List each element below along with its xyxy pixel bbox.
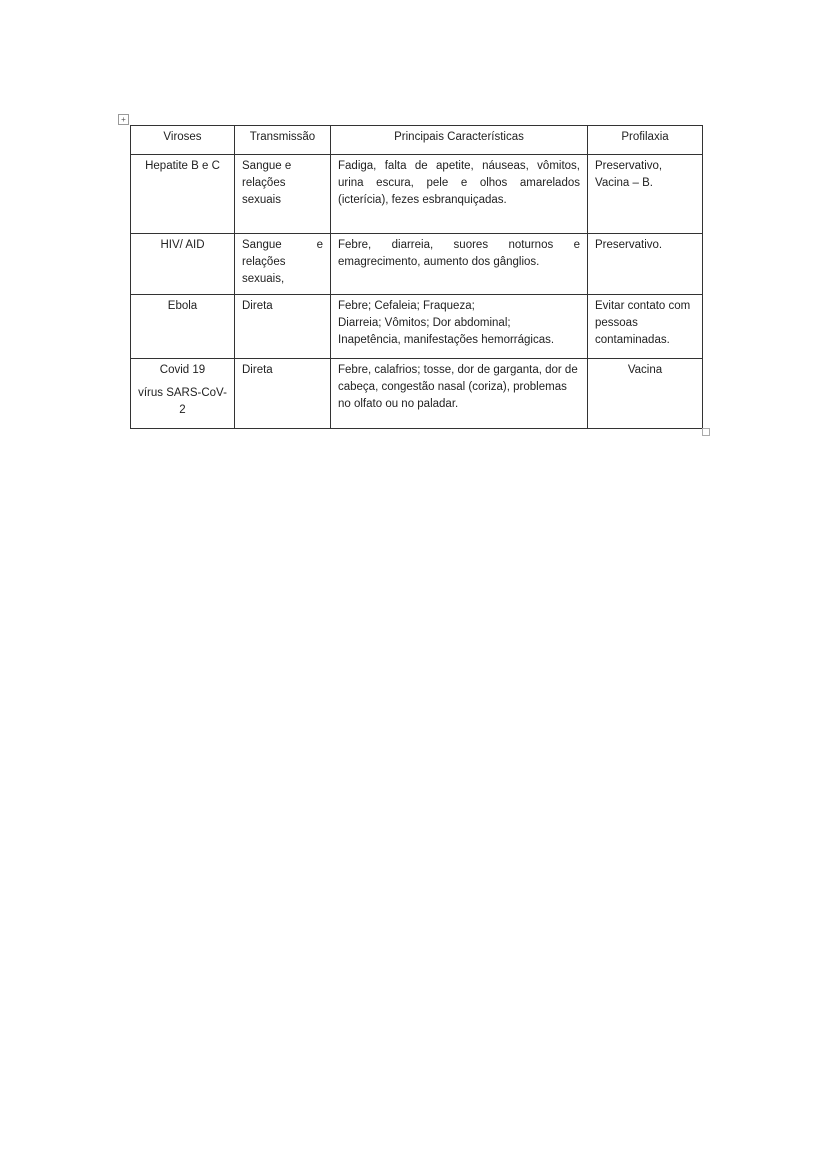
- cell-virus: Ebola: [131, 295, 235, 359]
- header-transmissao: Transmissão: [235, 126, 331, 155]
- cell-transmission: Direta: [235, 295, 331, 359]
- cell-characteristics: [331, 295, 588, 359]
- cell-transmission: Direta: [235, 359, 331, 429]
- table-resize-handle[interactable]: [702, 428, 710, 436]
- cell-prophylaxis: Preservativo.: [588, 234, 703, 295]
- characteristics-line: Diarreia; Vômitos; Dor abdominal;: [338, 317, 511, 329]
- cell-prophylaxis: Vacina: [588, 359, 703, 429]
- cell-prophylaxis: Preservativo, Vacina – B.: [588, 155, 703, 234]
- table-move-handle-icon[interactable]: +: [118, 114, 129, 125]
- cell-characteristics: Febre, calafrios; tosse, dor de garganta, dor de cabeça, congestão nasal (coriza), problemas no olfato ou no paladar.: [331, 359, 588, 429]
- characteristics-line: Inapetência, manifestações hemorrágicas.: [338, 334, 555, 346]
- virus-subname: vírus SARS-CoV-2: [138, 387, 227, 416]
- cell-virus: Hepatite B e C: [131, 155, 235, 234]
- cell-characteristics: Fadiga, falta de apetite, náuseas, vômitos, urina escura, pele e olhos amarelados (icterícia), fezes esbranquiçadas.: [331, 155, 588, 234]
- cell-virus: HIV/ AID: [131, 234, 235, 295]
- cell-transmission: Sangue e relações sexuais,: [235, 234, 331, 295]
- virus-name: Covid 19: [159, 364, 206, 376]
- table-row: [131, 155, 703, 234]
- table-row: [131, 234, 703, 295]
- cell-characteristics: Febre, diarreia, suores noturnos e emagrecimento, aumento dos gânglios.: [331, 234, 588, 295]
- viroses-table: [130, 125, 703, 429]
- cell-transmission: Sangue e relações sexuais: [235, 155, 331, 234]
- table-row: [131, 359, 703, 429]
- cell-virus: [131, 359, 235, 429]
- table-row: [131, 295, 703, 359]
- header-caracteristicas: Principais Características: [331, 126, 588, 155]
- table-header-row: [131, 126, 703, 155]
- header-viroses: Viroses: [131, 126, 235, 155]
- cell-prophylaxis: Evitar contato com pessoas contaminadas.: [588, 295, 703, 359]
- characteristics-line: Febre; Cefaleia; Fraqueza;: [338, 300, 475, 312]
- header-profilaxia: Profilaxia: [588, 126, 703, 155]
